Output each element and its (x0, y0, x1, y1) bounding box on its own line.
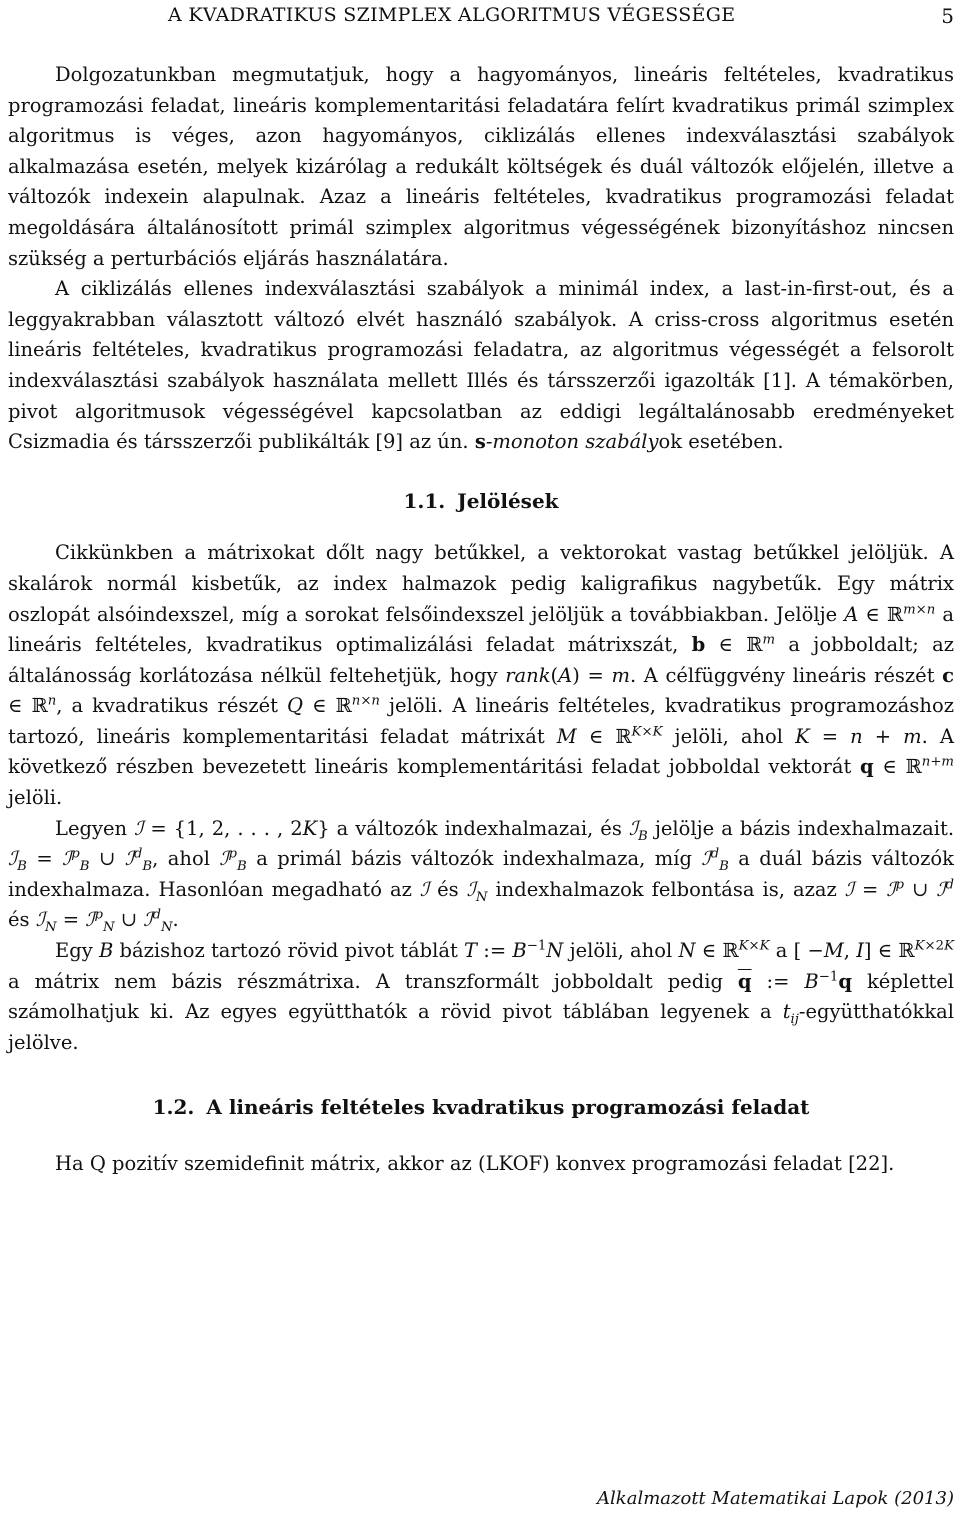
running-title: A KVADRATIKUS SZIMPLEX ALGORITMUS VÉGESSÉGE (168, 4, 736, 26)
pivot-table-paragraph: Egy B bázishoz tartozó rövid pivot táblát T := $B^{-1}N$ jelöli, ahol N ∈ ℝ$^{K\times K}$ a [ −M, I] ∈ ℝ$^{K\times 2K}$ a mátrix nem bázis részmátrixa. A transzformált jobboldalt pedig $\overline{q}$ := $B^{-1}q$ képlettel számolhatjuk ki. Az egyes együtthatók a rövid pivot táblában legyenek a $t_{ij}$-együtthatókkal jelölve. (8, 938, 955, 1054)
intro-paragraph-1: Dolgozatunkban megmutatjuk, hogy a hagyományos, lineáris feltételes, kvadratikus programozási feladat, lineáris komplementaritási feladatára felírt kvadratikus primál szimplex algoritmus is véges, azon hagyományos, ciklizálás ellenes indexválasztási szabályok alkalmazása esetén, melyek kizárólag a redukált költségek és duál változók előjelén, illetve a változók indexein alapulnak. Azaz a lineáris feltételes, kvadratikus programozási feladat megoldására általánosított primál szimplex algoritmus végességének bizonyításhoz nincsen szükség a perturbációs eljárás használatára. (8, 63, 954, 270)
journal-footer: Alkalmazott Matematikai Lapok (2013) (597, 1488, 954, 1509)
index-set-paragraph: Legyen ℐ = {1, 2, . . . , 2K} a változók indexhalmazai, és ℐ$_B$ jelölje a bázis indexhalmazait. ℐ$_B$ = ℐ$^p_B$ ∪ ℐ$^d_B$, ahol ℐ$^p_B$ a primál bázis változók indexhalmaza, míg ℐ$^d_B$ a duál bázis változók indexhalmaza. Hasonlóan megadható az ℐ és ℐ$_N$ indexhalmazok felbontása is, azaz ℐ = ℐ$^p$ ∪ ℐ$^d$ és ℐ$_N$ = ℐ$^p_N$ ∪ ℐ$^d_N$. (8, 816, 955, 936)
section-heading-lqp: 1.2. A lineáris feltételes kvadratikus programozási feladat (152, 1095, 810, 1120)
page-header (8, 2, 954, 32)
page-number: 5 (941, 4, 954, 28)
section-heading-notation: 1.1. Jelölések (403, 488, 559, 513)
final-paragraph: Ha Q pozitív szemidefinit mátrix, akkor az (LKOF) konvex programozási feladat [22]. (55, 1152, 895, 1175)
intro-paragraph-2: A ciklizálás ellenes indexválasztási szabályok a minimál index, a last-in-first-out, és a leggyakrabban választott változó elvét használó szabályok. A criss-cross algoritmus esetén lineáris feltételes, kvadratikus programozási feladatra, az algoritmus végességét a felsorolt indexválasztási szabályok használata mellett Illés és társszerzői igazolták [1]. A témakörben, pivot algoritmusok végességével kapcsolatban az eddigi legáltalánosabb eredményeket Csizmadia és társszerzői publikálták [9] az ún. s-monoton szabályok esetében. (8, 277, 954, 454)
notation-paragraph: Cikkünkben a mátrixokat dőlt nagy betűkkel, a vektorokat vastag betűkkel jelöljük. A skalárok normál kisbetűk, az index halmazok pedig kaligrafikus nagybetűk. Egy mátrix oszlopát alsóindexszel, míg a sorokat felsőindexszel jelöljük a továbbiakban. Jelölje A ∈ ℝ$^{m\times n}$ a lineáris feltételes, kvadratikus optimalizálási feladat mátrixszát, b ∈ ℝ$^m$ a jobboldalt; az általánosság korlátozása nélkül feltehetjük, hogy rank(A) = m. A célfüggvény lineáris részét c ∈ ℝ$^n$, a kvadratikus részét Q ∈ ℝ$^{n\times n}$ jelöli. A lineáris feltételes, kvadratikus programozáshoz tartozó, lineáris komplementaritási feladat mátrixát M ∈ ℝ$^{K\times K}$ jelöli, ahol K = n + m. A következő részben bevezetett lineáris komplementáritási feladat jobboldal vektorát q ∈ ℝ$^{n+m}$ jelöli. (8, 541, 955, 810)
body-text (8, 60, 954, 1180)
document-page (8, 0, 954, 1517)
